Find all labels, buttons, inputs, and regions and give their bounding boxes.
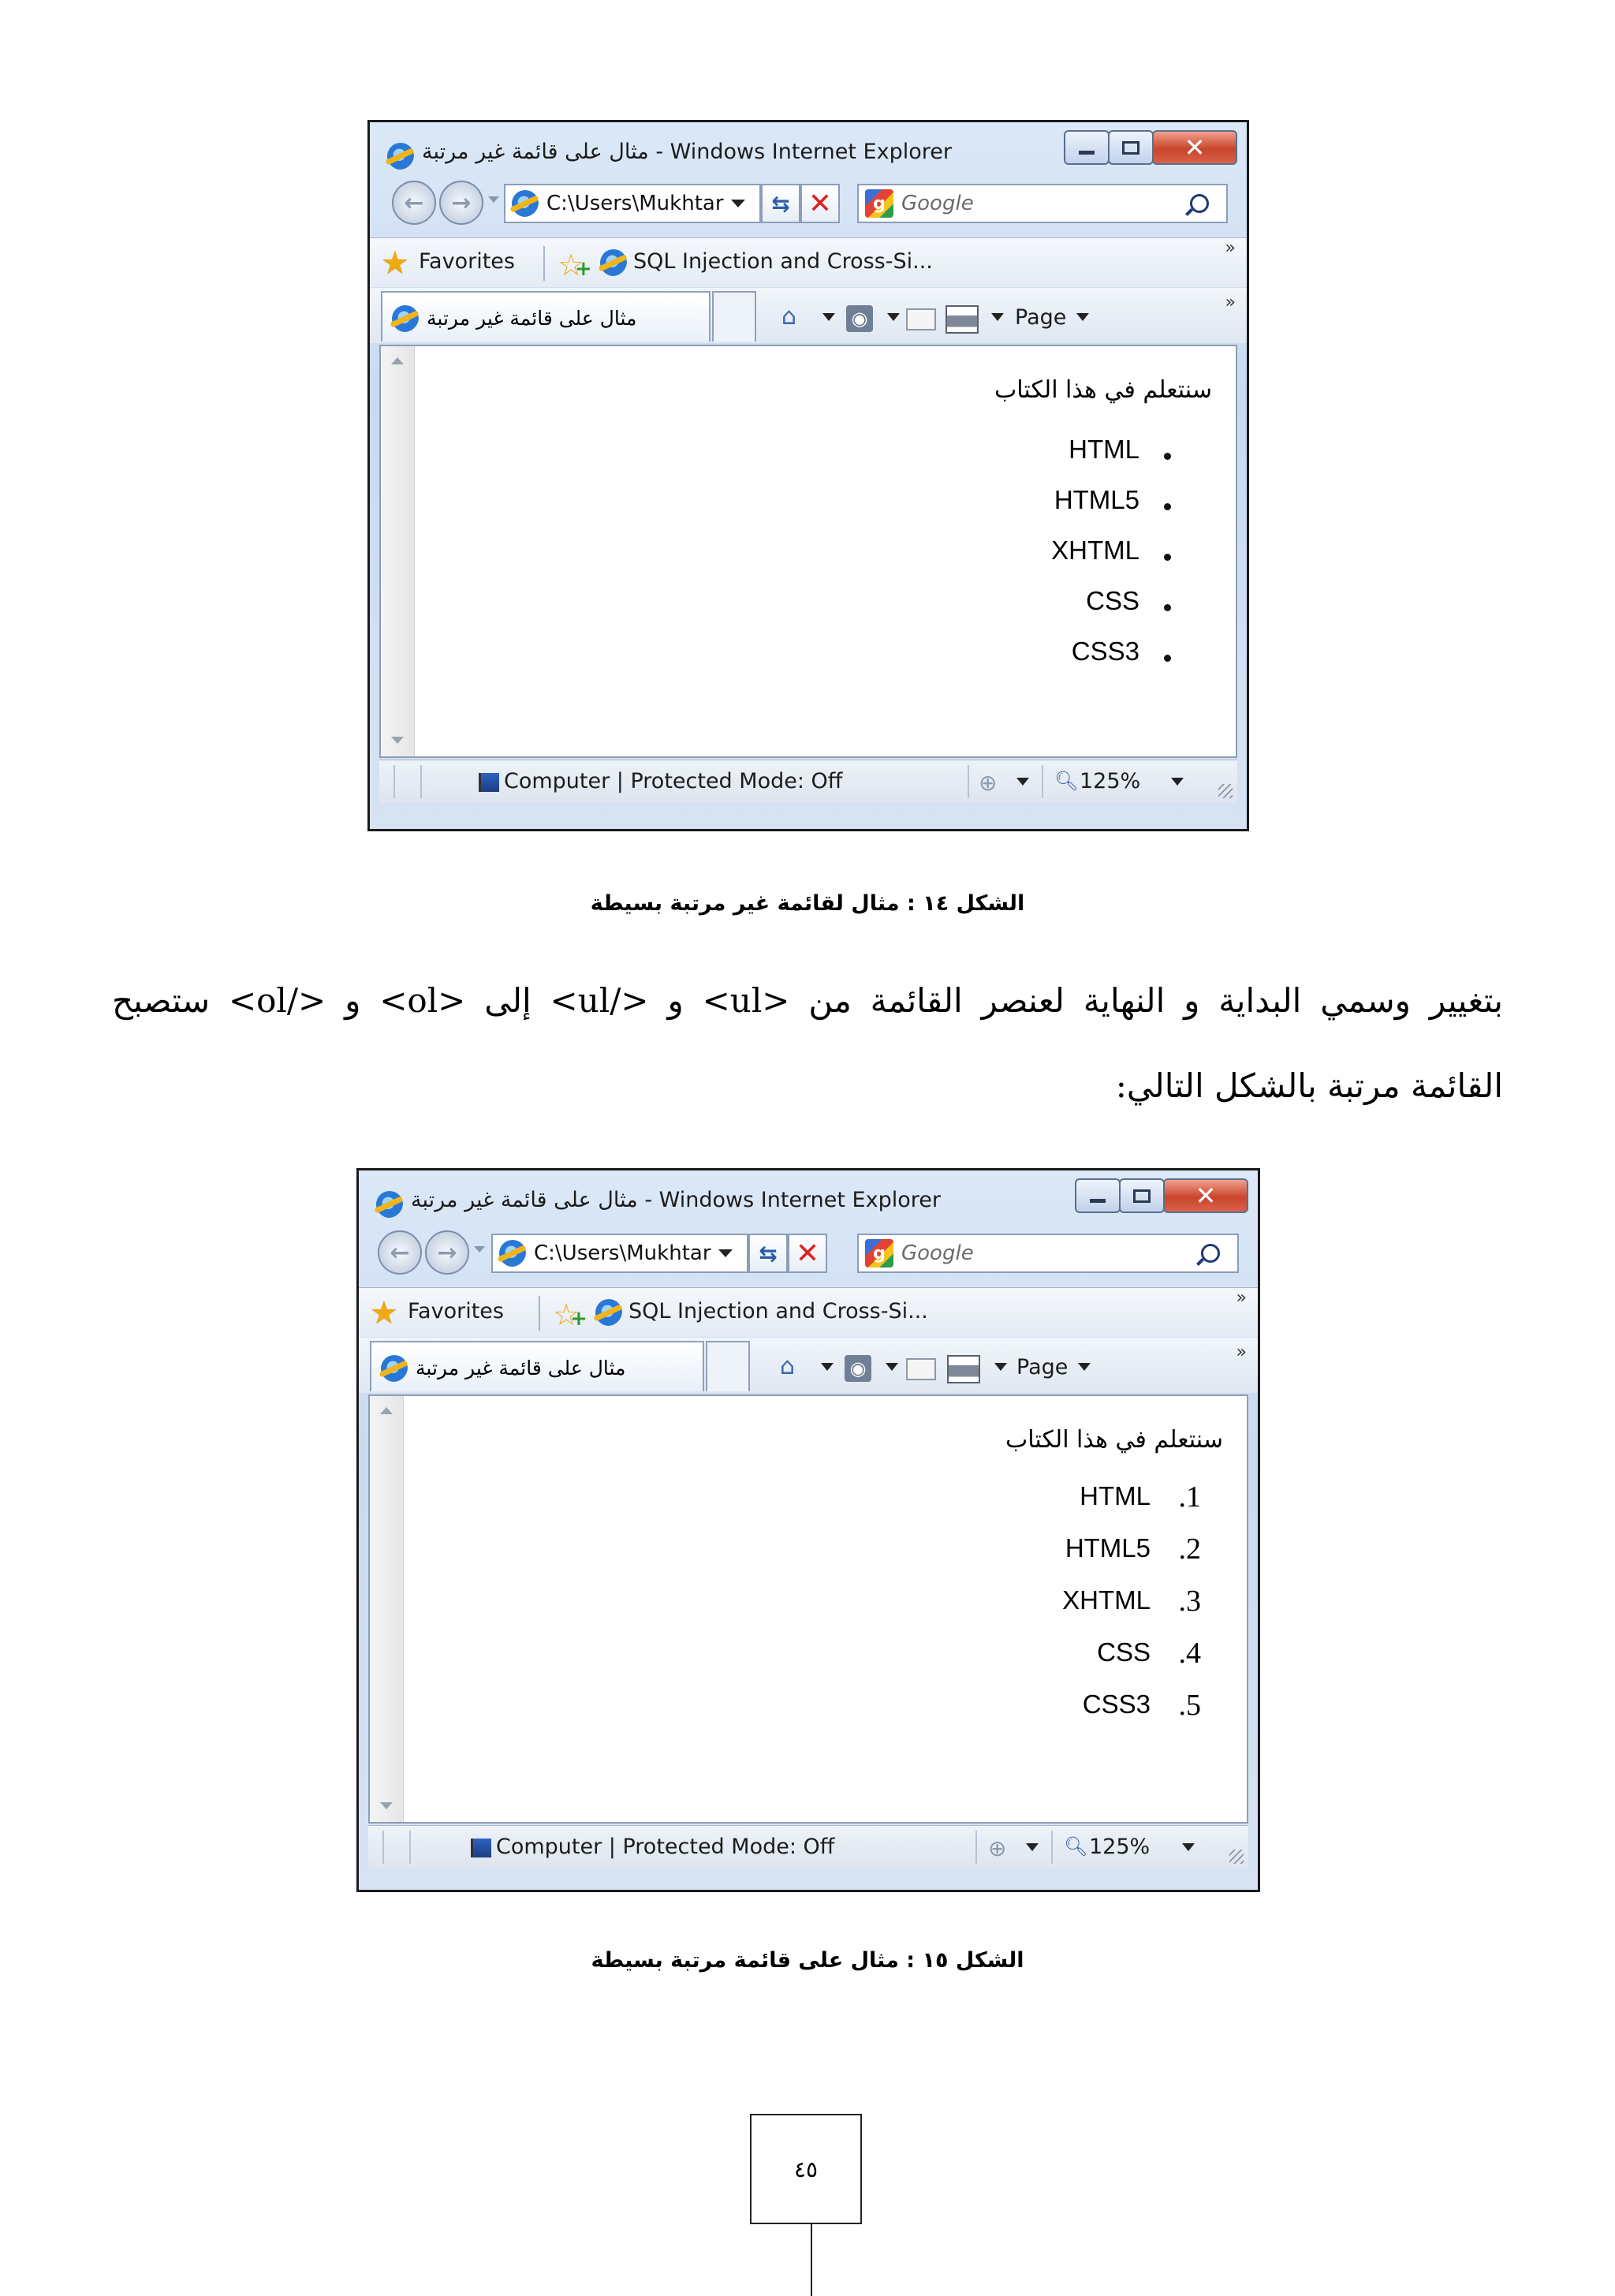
paragraph-line-2: القائمة مرتبة بالشكل التالي: [1115,1066,1503,1105]
zoom-level[interactable]: 125% [1089,1835,1151,1859]
bullet-icon [1164,604,1171,611]
maximize-button[interactable] [1108,130,1154,165]
search-input[interactable] [857,1234,1239,1273]
scroll-up-icon[interactable] [380,1407,393,1414]
content-heading: سنتعلم في هذا الكتاب [994,376,1212,404]
rss-icon[interactable]: ◉ [845,1355,871,1382]
home-icon[interactable]: ⌂ [781,303,797,330]
forward-button[interactable] [425,1230,469,1275]
google-icon: g [865,1239,893,1267]
google-icon: g [865,189,893,218]
figure-caption-14: الشكل ١٤ : مثال لقائمة غير مرتبة بسيطة [590,891,1025,916]
list-item: HTML [1069,435,1139,464]
separator [539,1296,540,1331]
separator [420,765,422,798]
separator [968,765,969,798]
list-item: CSS3 [1071,637,1139,666]
vertical-scrollbar[interactable] [381,346,415,756]
refresh-icon: ⇆ [759,1240,778,1267]
protected-mode-icon[interactable]: ⊕ [988,1835,1007,1861]
title-bar [370,129,1247,177]
zoom-level[interactable]: 125% [1080,769,1141,793]
ie-logo-icon [381,1355,408,1382]
separator [382,1831,384,1864]
address-field[interactable] [504,184,761,223]
chevron-down-icon[interactable] [991,313,1004,321]
list-item: HTML [1080,1481,1151,1510]
search-placeholder: Google [901,192,974,215]
zoom-magnifier-icon: 🔍︎ [1064,1835,1088,1857]
mail-icon[interactable] [906,1358,936,1380]
status-text: Computer | Protected Mode: Off [504,769,843,793]
address-field[interactable] [491,1234,748,1273]
browser-window-ordered [356,1168,1260,1892]
ie-logo-icon [376,1191,403,1218]
chevron-down-icon[interactable] [1078,1363,1091,1371]
list-item: CSS [1086,586,1139,615]
list-item: CSS [1097,1637,1151,1667]
separator [975,1831,977,1864]
printer-icon[interactable] [947,1355,980,1383]
address-bar-row [370,179,1247,228]
minimize-button[interactable] [1064,130,1110,165]
forward-arrow-icon: → [451,189,472,217]
search-input[interactable] [857,184,1228,223]
list-number: .5 [1178,1689,1201,1722]
address-bar-row [359,1229,1258,1278]
address-text: C:\Users\Mukhtar [546,192,724,215]
zoom-magnifier-icon: 🔍︎ [1054,770,1079,792]
minimize-button[interactable] [1075,1178,1121,1213]
chevron-down-icon[interactable] [718,1249,733,1257]
status-bar [368,1825,1248,1869]
chevron-down-icon[interactable] [1171,778,1184,786]
resize-grip[interactable] [1218,784,1233,798]
tab-label: مثال على قائمة غير مرتبة [427,307,637,330]
scroll-down-icon[interactable] [391,737,404,744]
ie-logo-icon [387,143,414,170]
chevron-more-icon[interactable]: » [1225,293,1236,312]
favorites-button[interactable]: Favorites [419,249,515,274]
star-icon: ★ [370,1295,398,1331]
list-item: CSS3 [1082,1689,1151,1719]
page-content [379,345,1237,758]
tab-current[interactable] [381,291,711,342]
chevron-down-icon[interactable] [731,200,745,207]
page-menu[interactable]: Page [1016,1355,1069,1379]
favorite-link[interactable]: SQL Injection and Cross-Si... [628,1299,928,1323]
address-text: C:\Users\Mukhtar [534,1241,711,1265]
minimize-icon [1079,151,1095,155]
chevron-down-icon[interactable] [822,313,835,321]
ie-logo-icon [512,190,539,217]
list-item: HTML5 [1065,1533,1151,1562]
printer-icon[interactable] [946,305,979,334]
paragraph-line-1: بتغيير وسمي البداية و النهاية لعنصر القائمة من <ul> و </ul> إلى <ol> و </ol> ستصبح [112,981,1503,1020]
vertical-scrollbar[interactable] [370,1396,404,1822]
ie-logo-icon [392,305,419,332]
refresh-button[interactable] [748,1234,788,1273]
chevron-more-icon[interactable]: » [1225,238,1236,258]
computer-flag-icon [479,773,499,792]
separator [409,1831,411,1864]
list-item: XHTML [1062,1585,1151,1615]
page-number: ٤٥ [750,2114,862,2224]
ie-logo-icon [499,1240,526,1267]
rss-icon[interactable]: ◉ [846,305,873,332]
separator [393,765,395,798]
close-icon: ✕ [1195,1181,1217,1211]
tab-current[interactable] [370,1341,704,1391]
tab-command-bar [359,1338,1258,1393]
search-placeholder: Google [901,1241,974,1265]
scroll-down-icon[interactable] [380,1802,393,1809]
maximize-icon [1133,1189,1151,1203]
separator [543,246,545,281]
chevron-down-icon[interactable] [1026,1843,1039,1851]
add-favorite-icon[interactable]: ☆ + [558,248,591,279]
mail-icon[interactable] [906,308,936,330]
stop-button[interactable] [788,1234,827,1273]
window-title: مثال على قائمة غير مرتبة - Windows Internet Explorer [422,140,952,164]
list-number: .4 [1178,1637,1201,1670]
favorites-bar [359,1287,1258,1337]
list-item: HTML5 [1054,485,1139,514]
list-number: .1 [1178,1480,1201,1514]
back-button[interactable] [392,181,436,225]
browser-window-unordered [367,120,1249,831]
history-dropdown-icon[interactable] [474,1246,485,1253]
refresh-icon: ⇆ [771,190,790,217]
forward-button[interactable] [439,181,483,225]
ie-logo-icon [595,1299,622,1326]
chevron-down-icon[interactable] [1016,778,1029,786]
maximize-icon [1122,141,1139,155]
back-arrow-icon: ← [404,189,424,217]
add-favorite-icon[interactable]: ☆ + [553,1297,586,1329]
tab-command-bar [370,288,1247,343]
favorites-bar [370,237,1247,287]
close-button[interactable] [1152,130,1237,165]
stop-button[interactable] [800,184,840,223]
figure-caption-15: الشكل ١٥ : مثال على قائمة مرتبة بسيطة [591,1948,1024,1973]
chevron-down-icon[interactable] [821,1363,834,1371]
maximize-button[interactable] [1119,1178,1165,1213]
magnifier-icon[interactable] [1201,1244,1220,1263]
status-text: Computer | Protected Mode: Off [496,1835,835,1859]
resize-grip[interactable] [1229,1850,1244,1864]
page-menu[interactable]: Page [1015,305,1067,330]
chevron-down-icon[interactable] [994,1363,1007,1371]
favorites-button[interactable]: Favorites [408,1299,504,1323]
back-arrow-icon: ← [390,1238,410,1267]
tab-label: مثال على قائمة غير مرتبة [416,1357,626,1379]
separator [1042,765,1043,798]
bullet-icon [1164,655,1171,662]
stop-x-icon: ✕ [795,1237,820,1270]
status-bar [379,760,1237,803]
home-icon[interactable]: ⌂ [780,1353,796,1380]
page-content [368,1394,1248,1824]
close-button[interactable] [1163,1178,1248,1213]
bullet-icon [1164,554,1171,561]
chevron-down-icon[interactable] [1076,313,1089,321]
list-item: XHTML [1051,536,1139,565]
separator [1051,1831,1053,1864]
history-dropdown-icon[interactable] [488,196,499,203]
chevron-down-icon[interactable] [886,1363,898,1371]
list-number: .2 [1178,1533,1201,1566]
protected-mode-icon[interactable]: ⊕ [979,770,998,796]
chevron-more-icon[interactable]: » [1236,1342,1247,1362]
scroll-up-icon[interactable] [391,357,404,364]
new-tab-button[interactable] [712,291,756,342]
bullet-icon [1164,453,1171,460]
close-icon: ✕ [1184,133,1206,162]
forward-arrow-icon: → [437,1238,457,1267]
chevron-down-icon[interactable] [1182,1843,1195,1851]
minimize-icon [1090,1199,1106,1203]
refresh-button[interactable] [761,184,800,223]
content-heading: سنتعلم في هذا الكتاب [1005,1426,1223,1454]
star-icon: ★ [381,245,409,282]
new-tab-button[interactable] [706,1341,750,1391]
ie-logo-icon [600,249,627,276]
title-bar [359,1177,1258,1226]
window-title: مثال على قائمة غير مرتبة - Windows Internet Explorer [411,1188,941,1212]
page-number-line [811,2224,812,2296]
bullet-icon [1164,503,1171,510]
stop-x-icon: ✕ [808,187,833,220]
back-button[interactable] [378,1230,422,1275]
chevron-more-icon[interactable]: » [1236,1288,1247,1308]
magnifier-icon[interactable] [1190,194,1209,213]
chevron-down-icon[interactable] [887,313,900,321]
favorite-link[interactable]: SQL Injection and Cross-Si... [633,249,933,274]
computer-flag-icon [471,1839,491,1857]
list-number: .3 [1178,1585,1201,1618]
